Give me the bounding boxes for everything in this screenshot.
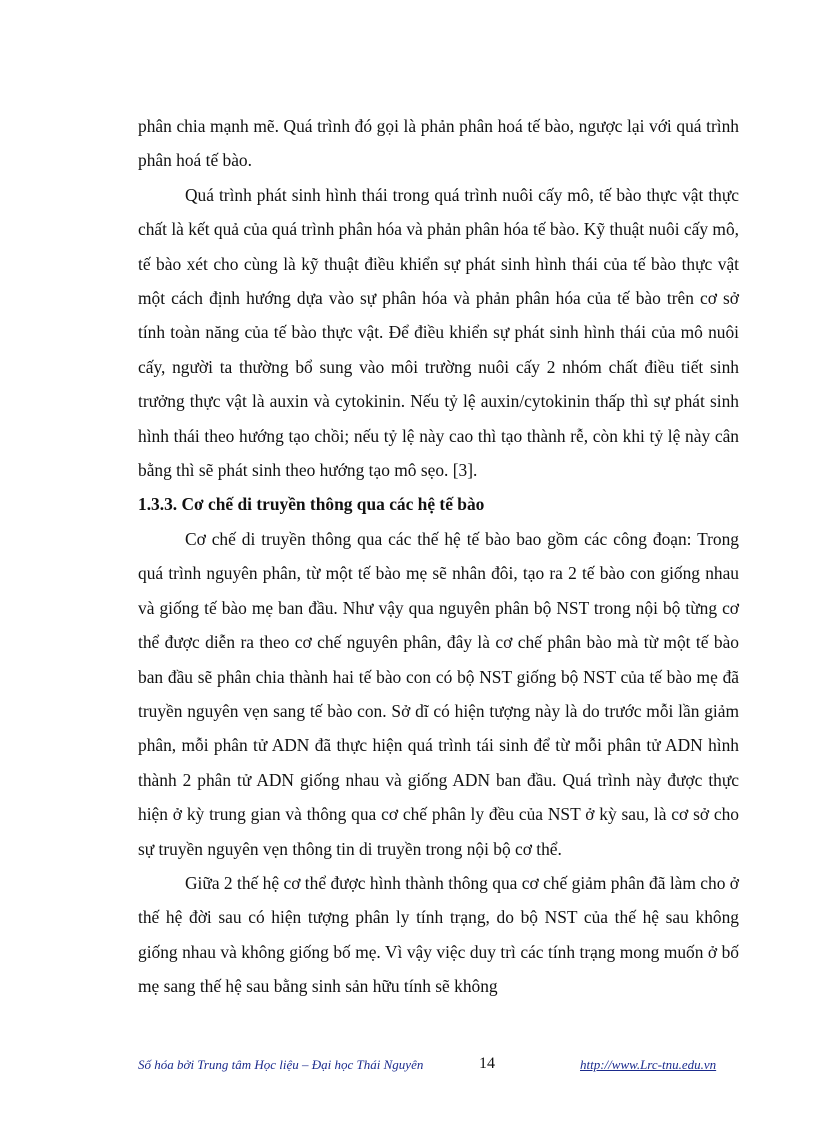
- paragraph-mitosis: Cơ chế di truyền thông qua các thế hệ tế bào bao gồm các công đoạn: Trong quá trình nguyên phân, từ một tế bào mẹ sẽ nhân đôi, tạo ra 2 tế bào con giống nhau và giống tế bào mẹ ban đầu. Như vậy qua nguyên phân bộ NST trong nội bộ từng cơ thể được diễn ra theo cơ chế nguyên phân, đây là cơ chế phân bào mà từ một tế bào ban đầu sẽ phân chia thành hai tế bào con có bộ NST giống bộ NST của tế bào mẹ đã truyền nguyên vẹn sang tế bào con. Sở dĩ có hiện tượng này là do trước mỗi lần giảm phân, mỗi phân tử ADN đã thực hiện quá trình tái sinh để từ mỗi phân tử ADN hình thành 2 phân tử ADN giống nhau và giống ADN ban đầu. Quá trình này được thực hiện ở kỳ trung gian và thông qua cơ chế phân ly đều của NST ở kỳ sau, là cơ sở cho sự truyền nguyên vẹn thông tin di truyền trong nội bộ cơ thể.: [138, 528, 739, 859]
- paragraph-morphogenesis: Quá trình phát sinh hình thái trong quá trình nuôi cấy mô, tế bào thực vật thực chất là kết quả của quá trình phân hóa và phản phân hóa tế bào. Kỹ thuật nuôi cấy mô, tế bào xét cho cùng là kỹ thuật điều khiển sự phát sinh hình thái của tế bào thực vật một cách định hướng dựa vào sự phân hóa và phản phân hóa của tế bào trên cơ sở tính toàn năng của tế bào thực vật. Để điều khiển sự phát sinh hình thái của mô nuôi cấy, người ta thường bổ sung vào môi trường nuôi cấy 2 nhóm chất điều tiết sinh trưởng thực vật là auxin và cytokinin. Nếu tỷ lệ auxin/cytokinin thấp thì sự phát sinh hình thái theo hướng tạo chồi; nếu tỷ lệ này cao thì tạo thành rễ, còn khi tỷ lệ này cân bằng thì sẽ phát sinh theo hướng tạo mô sẹo. [3].: [138, 184, 739, 481]
- footer-credit: Số hóa bởi Trung tâm Học liệu – Đại học Thái Nguyên: [138, 1057, 424, 1072]
- footer-link[interactable]: http://www.Lrc-tnu.edu.vn: [580, 1057, 717, 1072]
- page-body: [138, 109, 739, 1004]
- section-heading: 1.3.3. Cơ chế di truyền thông qua các hệ tế bào: [138, 494, 485, 515]
- page-number: 14: [479, 1055, 495, 1072]
- page-footer: [0, 1057, 816, 1081]
- paragraph-meiosis: Giữa 2 thế hệ cơ thể được hình thành thông qua cơ chế giảm phân đã làm cho ở thế hệ đời sau có hiện tượng phân ly tính trạng, do bộ NST của thế hệ sau không giống nhau và không giống bố mẹ. Vì vậy việc duy trì các tính trạng mong muốn ở bố mẹ sang thế hệ sau bằng sinh sản hữu tính sẽ không: [138, 872, 739, 997]
- paragraph-continuation: phân chia mạnh mẽ. Quá trình đó gọi là phản phân hoá tế bào, ngược lại với quá trình phân hoá tế bào.: [138, 116, 739, 171]
